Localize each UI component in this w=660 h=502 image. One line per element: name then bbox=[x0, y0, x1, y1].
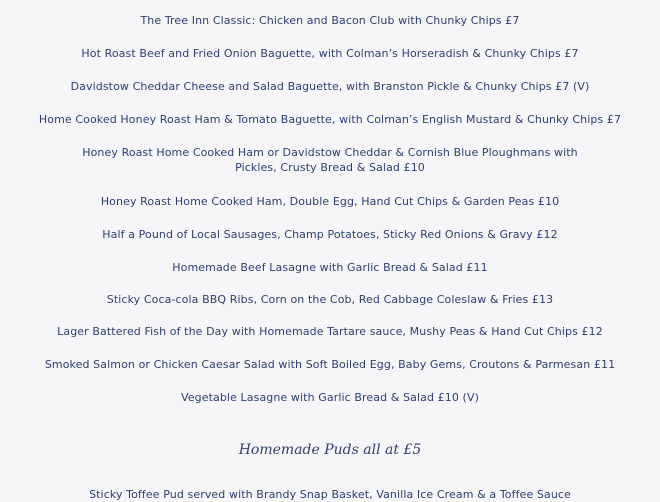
menu-item: Vegetable Lasagne with Garlic Bread & Salad £10 (V) bbox=[181, 391, 479, 404]
pud-item: Sticky Toffee Pud served with Brandy Snap Basket, Vanilla Ice Cream & a Toffee Sauce bbox=[89, 488, 571, 501]
menu-item: Smoked Salmon or Chicken Caesar Salad with Soft Boiled Egg, Baby Gems, Croutons & Parmesan £11 bbox=[44, 358, 616, 371]
menu-item: Homemade Beef Lasagne with Garlic Bread & Salad £11 bbox=[172, 261, 488, 274]
menu-item: Hot Roast Beef and Fried Onion Baguette, with Colman’s Horseradish & Chunky Chips £7 bbox=[81, 47, 579, 60]
menu-item: Davidstow Cheddar Cheese and Salad Baguette, with Branston Pickle & Chunky Chips £7 (V) bbox=[70, 80, 590, 93]
menu-item: The Tree Inn Classic: Chicken and Bacon Club with Chunky Chips £7 bbox=[140, 14, 520, 27]
puds-section-heading: Homemade Puds all at £5 bbox=[238, 442, 422, 458]
menu-item: Honey Roast Home Cooked Ham or Davidstow Cheddar & Cornish Blue Ploughmans with Pickles, Crusty Bread & Salad £10 bbox=[82, 146, 578, 174]
menu-item: Home Cooked Honey Roast Ham & Tomato Baguette, with Colman’s English Mustard & Chunky Chips £7 bbox=[38, 113, 622, 126]
menu-item: Honey Roast Home Cooked Ham, Double Egg, Hand Cut Chips & Garden Peas £10 bbox=[100, 195, 560, 208]
menu-item: Sticky Coca-cola BBQ Ribs, Corn on the Cob, Red Cabbage Coleslaw & Fries £13 bbox=[106, 293, 554, 306]
menu-item: Lager Battered Fish of the Day with Homemade Tartare sauce, Mushy Peas & Hand Cut Chips £12 bbox=[57, 325, 603, 338]
menu-item: Half a Pound of Local Sausages, Champ Potatoes, Sticky Red Onions & Gravy £12 bbox=[102, 228, 558, 241]
